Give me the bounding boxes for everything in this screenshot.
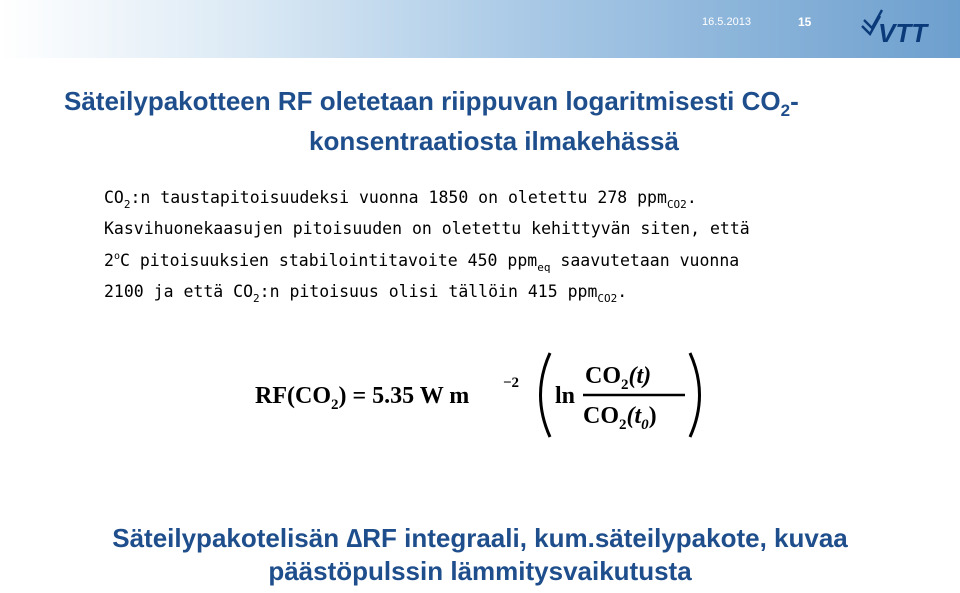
vtt-logo [858,6,950,50]
left-paren [541,353,551,437]
text: :n taustapitoisuudeksi vuonna 1850 on oletettu 278 ppm [130,188,667,207]
title-subscript: 2 [780,101,791,120]
slide-date: 16.5.2013 [702,16,751,28]
header-bar [0,0,960,58]
logo-text: VTT [878,18,928,48]
body-line-2: Kasvihuonekaasujen pitoisuuden on oletettu kehittyvän siten, että [104,219,750,238]
subscript: eq [537,261,551,274]
subscript: 2 [253,292,260,305]
subscript: CO2 [666,198,687,211]
text: saavutetaan vuonna [550,251,740,270]
subscript: CO2 [597,292,618,305]
subscript: 2 [123,198,131,211]
right-paren [690,353,700,437]
body-paragraph [104,186,934,311]
body-line-1 [104,186,934,217]
title-line2: konsentraatiosta ilmakehässä [309,126,679,156]
footer-line-2: päästöpulssin lämmitysvaikutusta [268,556,692,586]
formula-denominator: $CO_2(t_0)$ [583,403,657,433]
formula-numerator: $CO_2(t)$ [585,363,652,393]
slide-title [64,86,924,156]
body-line-3 [104,245,934,280]
formula-exponent: −2 [503,375,520,391]
text: C pitoisuuksien stabilointitavoite 450 ppm [119,251,538,270]
title-dash: - [790,86,799,116]
page-number: 15 [798,15,812,29]
body-line-4 [104,280,934,311]
footer-caption [40,522,920,588]
text: :n pitoisuus olisi tällöin 415 ppm [259,282,598,301]
formula-image [255,345,705,445]
text: . [686,188,697,207]
text: 2 [104,251,114,270]
text: CO [104,188,124,207]
text: 2100 ja että CO [104,282,254,301]
title-text: Säteilypakotteen RF oletetaan riippuvan logaritmisesti CO [64,86,781,116]
formula-ln: ln [555,383,576,409]
text: . [617,282,628,301]
footer-line-1: Säteilypakotelisän ∆RF integraali, kum.säteilypakote, kuvaa [112,523,848,553]
formula-lhs: $RF(CO_2) = 5.35$ W m [255,383,470,413]
superscript: o [113,251,120,262]
